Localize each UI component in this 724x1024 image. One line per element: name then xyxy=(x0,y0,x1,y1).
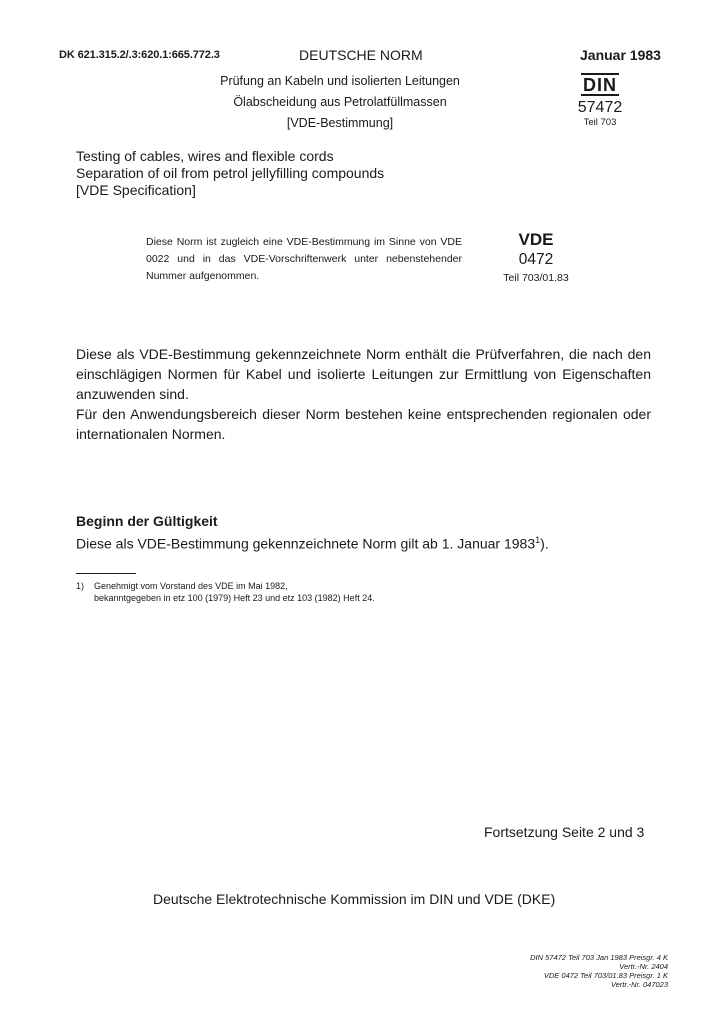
footnote xyxy=(76,580,375,604)
body-paragraph: Diese als VDE-Bestimmung gekennzeichnete Norm enthält die Prüfverfahren, die nach den einschlägigen Normen für Kabel und isolierte Leitungen zur Ermittlung von Eigenschaften anzuwenden sind. xyxy=(76,346,651,402)
scope-text xyxy=(76,344,651,444)
english-title-line: [VDE Specification] xyxy=(76,182,196,198)
price-info xyxy=(468,953,668,989)
issue-date: Januar 1983 xyxy=(580,47,661,63)
footnote-line: Genehmigt vom Vorstand des VDE im Mai 1982, xyxy=(94,581,288,591)
german-title-line: Ölabscheidung aus Petrolatfüllmassen xyxy=(233,95,447,109)
vde-block xyxy=(492,230,580,285)
german-title-line: [VDE-Bestimmung] xyxy=(286,116,394,130)
price-line: Vertr.-Nr. 2404 xyxy=(619,962,668,971)
english-title-line: Separation of oil from petrol jellyfilling compounds xyxy=(76,165,385,181)
vde-logo: VDE xyxy=(518,230,554,249)
english-title xyxy=(76,148,384,199)
din-logo: DIN xyxy=(583,75,617,95)
price-line: DIN 57472 Teil 703 Jan 1983 Preisgr. 4 K xyxy=(530,953,668,962)
footnote-reference[interactable]: 1 xyxy=(535,535,541,545)
footnote-mark: 1) xyxy=(76,581,85,591)
vde-number: 0472 xyxy=(518,251,554,268)
footnote-divider xyxy=(76,573,136,574)
price-line: VDE 0472 Teil 703/01.83 Preisgr. 1 K xyxy=(543,971,668,980)
vde-note: Diese Norm ist zugleich eine VDE-Bestimmung im Sinne von VDE 0022 und in das VDE-Vorschriftenwerk unter nebenstehender Nummer aufgenommen. xyxy=(146,236,462,282)
validity-sentence-end: ). xyxy=(540,535,549,552)
german-title xyxy=(200,71,480,134)
din-block xyxy=(570,73,630,128)
dk-number: DK 621.315.2/.3:620.1:665.772.3 xyxy=(59,49,220,61)
norm-title: DEUTSCHE NORM xyxy=(299,47,423,63)
english-title-line: Testing of cables, wires and flexible cords xyxy=(76,148,334,164)
din-teil: Teil 703 xyxy=(583,117,617,128)
validity-heading: Beginn der Gültigkeit xyxy=(76,513,218,529)
continuation-note: Fortsetzung Seite 2 und 3 xyxy=(484,824,645,840)
german-title-line: Prüfung an Kabeln und isolierten Leitungen xyxy=(220,74,460,88)
price-line: Vertr.-Nr. 047023 xyxy=(610,980,668,989)
footnote-line: bekanntgegeben in etz 100 (1979) Heft 23 und etz 103 (1982) Heft 24. xyxy=(94,593,375,603)
vde-teil: Teil 703/01.83 xyxy=(503,272,569,284)
din-number: 57472 xyxy=(577,99,623,116)
validity-text xyxy=(76,535,549,552)
dke-line: Deutsche Elektrotechnische Kommission im DIN und VDE (DKE) xyxy=(153,891,556,907)
body-paragraph: Für den Anwendungsbereich dieser Norm bestehen keine entsprechenden regionalen oder internationalen Normen. xyxy=(76,406,651,442)
validity-sentence: Diese als VDE-Bestimmung gekennzeichnete Norm gilt ab 1. Januar 1983 xyxy=(76,535,536,552)
